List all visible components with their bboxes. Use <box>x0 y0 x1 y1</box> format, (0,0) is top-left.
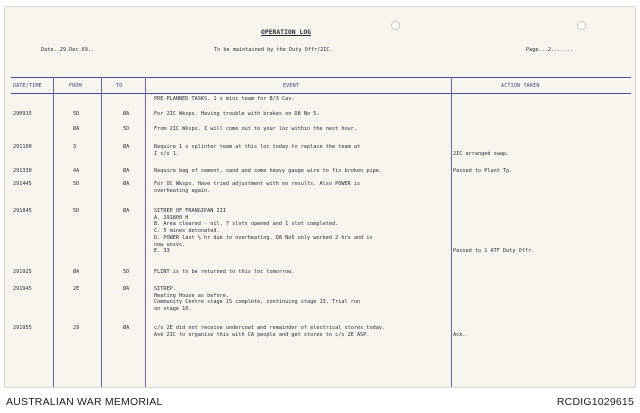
entry-to: ØA <box>123 325 130 331</box>
entry-action-line: 2IC arranged swap. <box>453 150 510 157</box>
entry-to: ØA <box>123 286 130 292</box>
column-header-action-taken: ACTION TAKEN <box>501 83 540 89</box>
entry-to: 5D <box>123 269 130 275</box>
column-header-datetime: DATE/TIME <box>13 83 42 89</box>
entry-event-line: Ask 2IC to organise this with CA people and get stores to c/s 2E ASP. <box>154 331 370 338</box>
entry-event-line: c/s 2E did not receive undercoat and remainder of electrical stores today. <box>154 325 386 331</box>
entry-event-line: now unsvc. <box>154 241 186 248</box>
header-bottom-rule <box>11 93 631 94</box>
entry-event-line: Require bag of cement, sand and some heavy gauge wire to fix broken pipe. <box>154 168 382 174</box>
log-subtitle: To be maintained by the Duty Offr/2IC. <box>214 47 333 53</box>
entry-event-line: SITREP OF FRANGIPAN III <box>154 208 226 214</box>
entry-datetime: 291445 <box>13 181 32 187</box>
entry-from: 3 <box>73 144 77 150</box>
entry-to: ØA <box>123 208 130 214</box>
entry-datetime: 290915 <box>13 111 32 117</box>
entry-event-line: overheating again. <box>154 187 211 194</box>
record-id: RCDIG1029615 <box>556 396 634 408</box>
column-divider <box>101 77 102 387</box>
entry-action-line: Passed to Plant Tp. <box>453 168 513 174</box>
entry-to: ØA <box>123 168 130 174</box>
entry-to: ØA <box>123 181 130 187</box>
entry-event-line: I c/s 1. <box>154 150 179 157</box>
entry-event-line: C. 5 mines detonated. <box>154 228 220 235</box>
entry-event-line: FLINT is to be returned to this loc tomorrow. <box>154 269 295 275</box>
entry-event-line: B. Area cleared - nil. 7 slots opened and 1 slot completed. <box>154 221 339 228</box>
entry-to: ØA <box>123 144 130 150</box>
entry-from: 4A <box>73 168 80 174</box>
entry-from: ØA <box>73 126 80 132</box>
column-header-to: TO <box>116 83 123 89</box>
entry-action-line: Ack. <box>453 331 466 338</box>
entry-event-line: Community Centre stage 15 complete, continuing stage 13. Trial run <box>154 299 361 306</box>
entry-event-line: For OC Wksps. Have tried adjustment with no results. Also POWER is <box>154 181 361 187</box>
punch-hole <box>577 21 586 30</box>
entry-event-line: PRE-PLANNED TASKS. 1 x mini team for B/3 Cav. <box>154 96 295 102</box>
entry-action-line: Passed to 1 ATF Duty Offr. <box>453 248 535 255</box>
entry-event-line: Require 1 x splinter team at this loc today to replace the team at <box>154 144 361 150</box>
punch-hole <box>391 21 400 30</box>
entry-from: 2E <box>73 286 80 292</box>
entry-datetime: 291955 <box>13 325 32 331</box>
entry-event-line: on stage 16. <box>154 306 192 313</box>
log-date: Date..29.Dec.69.. <box>41 47 95 53</box>
column-divider <box>451 77 452 387</box>
table-top-rule <box>11 77 631 78</box>
column-header-event: EVENT <box>283 83 300 89</box>
entry-from: 5D <box>73 181 80 187</box>
entry-from: 5D <box>73 208 80 214</box>
entry-event-line: Heating House as before. <box>154 292 229 299</box>
entry-datetime: 291845 <box>13 208 32 214</box>
entry-datetime: 291925 <box>13 269 32 275</box>
entry-event-line: A. 291800 H <box>154 214 189 221</box>
log-sheet <box>4 6 636 388</box>
entry-to: 5D <box>123 126 130 132</box>
entry-event-line: SITREP. <box>154 286 176 292</box>
column-divider <box>145 77 146 387</box>
column-header-from: FROM <box>69 83 82 89</box>
column-divider <box>53 77 54 387</box>
entry-event-line: For 2IC Wksps. Having trouble with brakes on D8 No 5. <box>154 111 320 117</box>
entry-datetime: 291330 <box>13 168 32 174</box>
entry-from: 5D <box>73 111 80 117</box>
entry-to: ØA <box>123 111 130 117</box>
entry-datetime: 291100 <box>13 144 32 150</box>
entry-from: ØA <box>73 269 80 275</box>
entry-from: 29 <box>73 325 80 331</box>
archive-credit: AUSTRALIAN WAR MEMORIAL <box>6 396 163 408</box>
page-number: Page...2....... <box>526 47 573 53</box>
log-title: OPERATION LOG <box>261 28 312 36</box>
entry-event-line: E. 33 <box>154 248 170 255</box>
entry-event-line: D. POWER last ½ hr due to overheating. D8 No5 only worked 2 hrs and is <box>154 234 373 241</box>
entry-datetime: 291945 <box>13 286 32 292</box>
entry-event-line: From 2IC Wksps. I will come out to your loc within the next hour. <box>154 126 358 132</box>
